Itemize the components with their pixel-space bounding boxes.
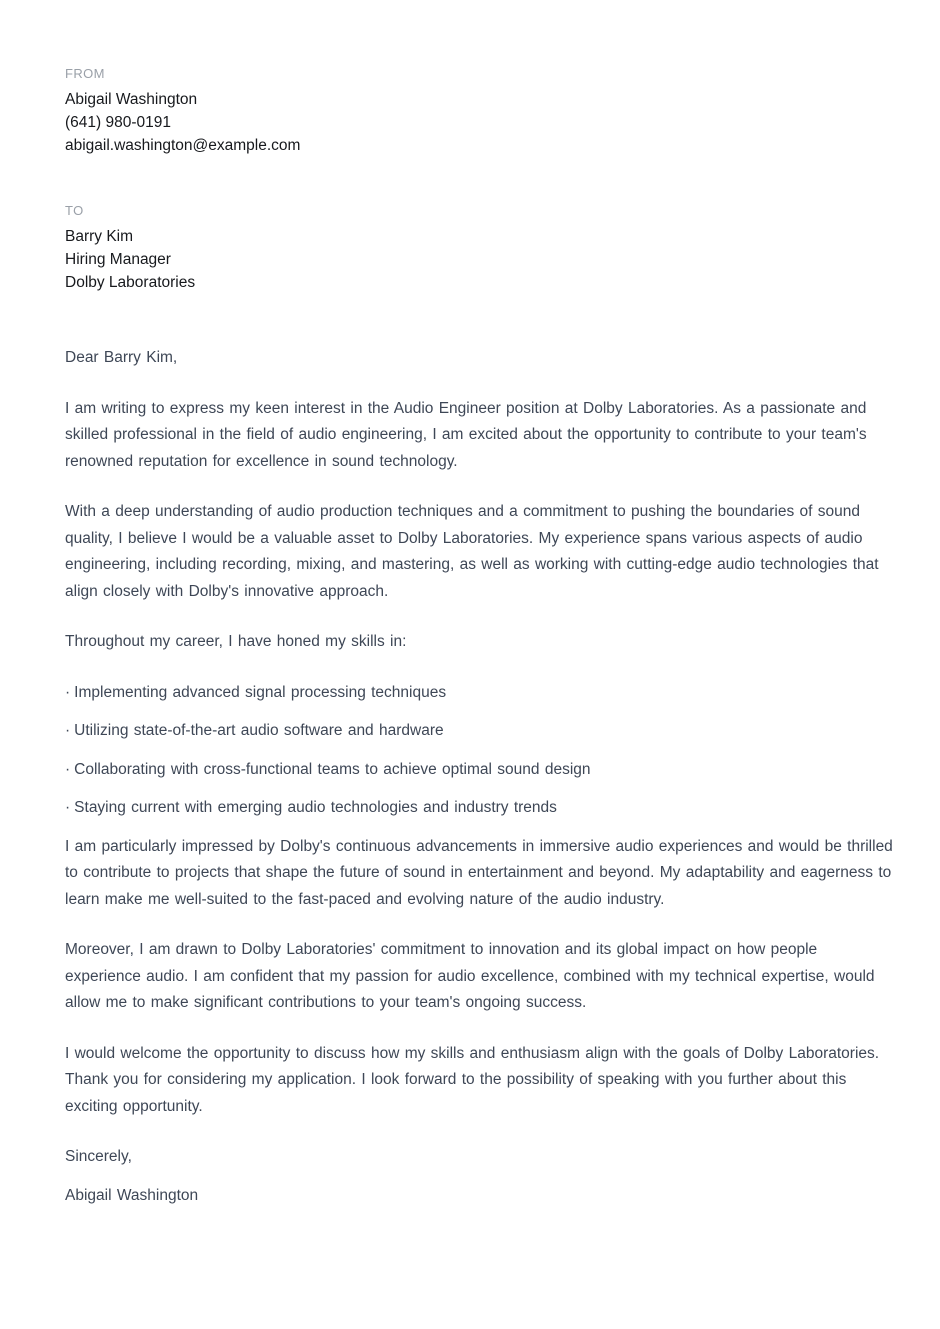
letter-body (65, 345, 895, 1209)
skill-item (65, 757, 895, 784)
to-label: TO (65, 203, 84, 218)
recipient-company: Dolby Laboratories (65, 274, 196, 291)
paragraph-experience: With a deep understanding of audio production techniques and a commitment to pushing the boundaries of sound quality, I believe I would be a valuable asset to Dolby Laboratories. My experience spans various aspects of audio engineering, including recording, mixing, and mastering, as well as working with cutting-edge audio technologies that align closely with Dolby's innovative approach. (65, 503, 879, 600)
skill-item-text: Implementing advanced signal processing techniques (74, 683, 447, 701)
salutation: Dear Barry Kim, (65, 349, 178, 366)
skill-item (65, 795, 895, 822)
from-label: FROM (65, 66, 105, 81)
paragraph-company-interest: I am particularly impressed by Dolby's continuous advancements in immersive audio experiences and would be thrilled to contribute to projects that shape the future of sound in entertainment and beyond. My adaptability and eagerness to learn make me well-suited to the fast-paced and evolving nature of the audio industry. (65, 837, 893, 908)
sender-phone: (641) 980-0191 (65, 114, 171, 131)
skill-item (65, 680, 895, 707)
paragraph-motivation: Moreover, I am drawn to Dolby Laboratories' commitment to innovation and its global impact on how people experience audio. I am confident that my passion for audio excellence, combined with my technical expertise, would allow me to make significant contributions to your team's ongoing success. (65, 941, 875, 1011)
sender-name: Abigail Washington (65, 91, 198, 108)
skill-item-text: Utilizing state-of-the-art audio software and hardware (74, 722, 444, 739)
skills-list (65, 680, 895, 822)
bullet-icon: · (65, 722, 71, 739)
sender-email: abigail.washington@example.com (65, 137, 301, 154)
skill-item (65, 718, 895, 745)
skill-item-text: Staying current with emerging audio technologies and industry trends (74, 799, 557, 816)
bullet-icon: · (65, 760, 71, 778)
bullet-icon: · (65, 799, 71, 816)
to-section (65, 203, 895, 294)
signature-name: Abigail Washington (65, 1186, 199, 1204)
closing: Sincerely, (65, 1148, 132, 1165)
paragraph-intro: I am writing to express my keen interest in the Audio Engineer position at Dolby Laboratories. As a passionate and skilled professional in the field of audio engineering, I am excited about the opportunity to contribute to your team's renowned reputation for excellence in sound technology. (65, 399, 867, 470)
recipient-name: Barry Kim (65, 228, 134, 245)
skill-item-text: Collaborating with cross-functional teams to achieve optimal sound design (74, 760, 591, 778)
bullet-icon: · (65, 683, 71, 701)
from-section (65, 66, 895, 157)
paragraph-call-to-action: I would welcome the opportunity to discuss how my skills and enthusiasm align with the goals of Dolby Laboratories. Thank you for considering my application. I look forward to the possibility of speaking with you further about this exciting opportunity. (65, 1044, 880, 1115)
recipient-title: Hiring Manager (65, 251, 171, 268)
skills-intro: Throughout my career, I have honed my skills in: (65, 633, 407, 650)
